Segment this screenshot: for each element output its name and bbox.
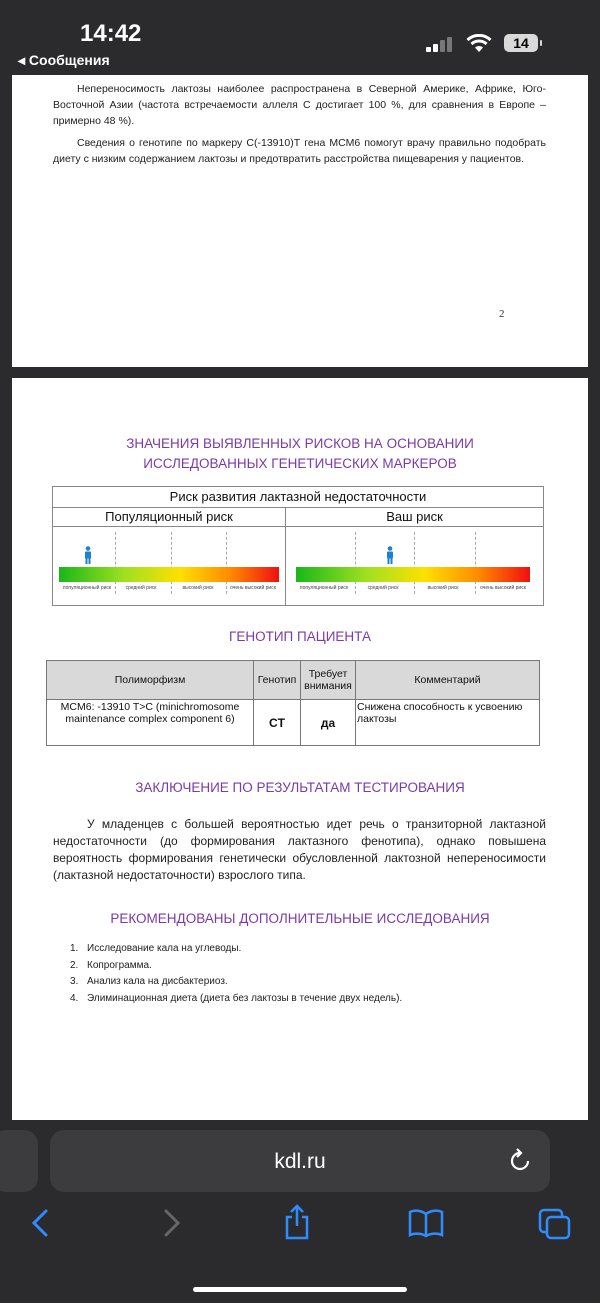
population-risk-cell <box>53 508 286 605</box>
share-icon[interactable] <box>283 1204 311 1240</box>
your-risk-scale-bar <box>296 567 530 582</box>
scale-label-high: высокий риск <box>182 585 214 591</box>
previous-tab-preview[interactable] <box>0 1130 38 1192</box>
cell-polymorphism: MCM6: -13910 T>C (minichromosome maintenance complex component 6) <box>47 700 254 746</box>
genotype-heading: ГЕНОТИП ПАЦИЕНТА <box>229 629 371 644</box>
browser-chrome <box>0 1120 600 1303</box>
bookmarks-icon[interactable] <box>408 1208 444 1238</box>
scale-label-population: популяционный риск <box>299 585 349 591</box>
scale-label-high: высокий риск <box>427 585 459 591</box>
risk-table <box>52 486 544 606</box>
reload-icon[interactable] <box>508 1148 532 1174</box>
population-risk-scale-bar <box>59 567 279 582</box>
wifi-icon <box>466 34 492 54</box>
header-polymorphism: Полиморфизм <box>47 661 254 700</box>
list-item: 1. Исследование кала на углеводы. <box>70 943 242 954</box>
battery-indicator: 14 <box>504 34 538 52</box>
conclusion-heading: ЗАКЛЮЧЕНИЕ ПО РЕЗУЛЬТАТАМ ТЕСТИРОВАНИЯ <box>135 780 465 795</box>
genotype-table <box>46 660 540 746</box>
status-bar <box>0 0 600 75</box>
cellular-signal-icon <box>426 36 458 52</box>
cell-genotype: CT <box>254 700 301 746</box>
scale-label-very-high: очень высокий риск <box>480 585 526 591</box>
scale-label-medium: средний риск <box>367 585 399 591</box>
home-indicator[interactable] <box>193 1287 407 1292</box>
risks-heading: ЗНАЧЕНИЯ ВЫЯВЛЕННЫХ РИСКОВ НА ОСНОВАНИИ ИССЛЕДОВАННЫХ ГЕНЕТИЧЕСКИХ МАРКЕРОВ <box>126 436 474 471</box>
scale-label-medium: средний риск <box>125 585 157 591</box>
population-person-icon <box>84 546 92 564</box>
recommend-heading: РЕКОМЕНДОВАНЫ ДОПОЛНИТЕЛЬНЫЕ ИССЛЕДОВАНИЯ <box>110 911 490 926</box>
back-to-messages-link[interactable]: ◂ Сообщения <box>18 52 110 68</box>
address-bar[interactable] <box>50 1130 550 1192</box>
page-number: 2 <box>499 308 505 320</box>
scale-label-very-high: очень высокий риск <box>230 585 276 591</box>
header-attention: Требует внимания <box>301 661 356 700</box>
population-risk-header: Популяционный риск <box>53 508 285 527</box>
list-item: 3. Анализ кала на дисбактериоз. <box>70 976 228 987</box>
paragraph-lactose-distribution: Непереносимость лактозы наиболее распространена в Северной Америке, Африке, Юго-Восточной Азии (частота встречаемости аллеля С достигает 100 %, для сравнения в Европе – примерно 48 %). <box>53 83 546 127</box>
your-risk-cell <box>286 508 543 605</box>
header-genotype: Генотип <box>254 661 301 700</box>
document-page-1 <box>12 75 588 367</box>
list-item: 2. Копрограмма. <box>70 959 152 971</box>
tabs-icon[interactable] <box>538 1208 572 1240</box>
risk-table-title: Риск развития лактазной недостаточности <box>53 487 543 508</box>
list-item: 4. Элиминационная диета (диета без лактозы в течение двух недель). <box>70 992 403 1004</box>
header-comment: Комментарий <box>356 661 540 700</box>
recommendations-list <box>70 941 402 1007</box>
genotype-table-header-row <box>47 661 540 700</box>
your-risk-person-icon <box>386 546 394 564</box>
cell-attention: да <box>301 700 356 746</box>
clock: 14:42 <box>80 20 142 47</box>
your-risk-header: Ваш риск <box>286 508 543 527</box>
document-page-2 <box>12 378 588 1120</box>
conclusion-text: У младенцев с большей вероятностью идет речь о транзиторной лактазной недостаточности (до формирования лактазного фенотипа), однако повышена вероятность формирования генетически обусловленной лактозной непереносимости (лактазной недостаточности) взрослого типа. <box>53 817 546 882</box>
cell-comment: Снижена способность к усвоению лактозы <box>356 700 540 746</box>
url-text: kdl.ru <box>274 1150 326 1173</box>
paragraph-genotype-info: Сведения о генотипе по маркеру С(-13910)Т гена МСМ6 помогут врачу правильно подобрать диету с низким содержанием лактозы и предотвратить расстройства пищеварения у пациентов. <box>53 137 546 165</box>
table-row <box>47 700 540 746</box>
back-icon[interactable] <box>30 1208 50 1238</box>
scale-label-population: популяционный риск <box>62 585 112 591</box>
forward-icon[interactable] <box>162 1208 182 1238</box>
